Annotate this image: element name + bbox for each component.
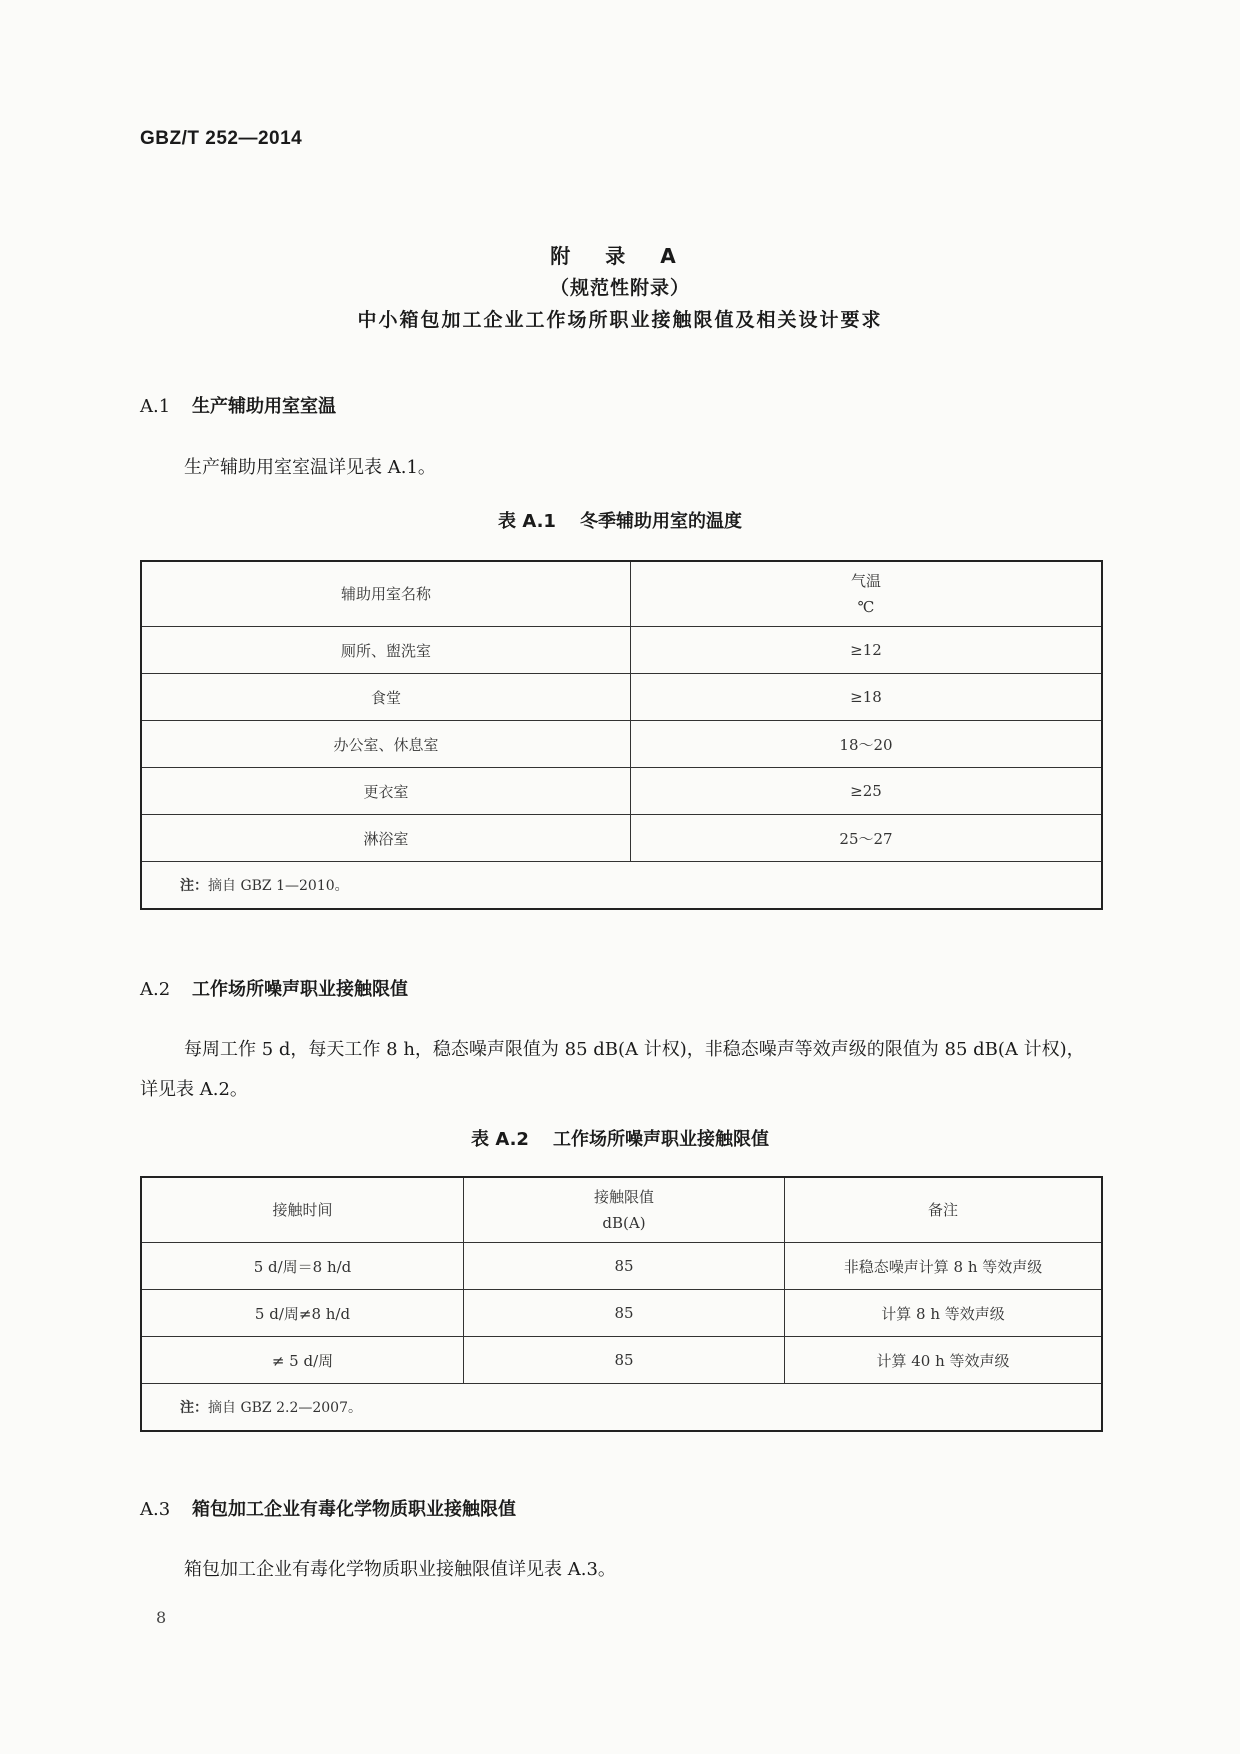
table-cell: 淋浴室 bbox=[141, 815, 631, 862]
header-cell: 接触时间 bbox=[141, 1177, 464, 1243]
section-a3-paragraph: 箱包加工企业有毒化学物质职业接触限值详见表 A.3。 bbox=[184, 1559, 616, 1580]
table-cell: 25～27 bbox=[631, 815, 1103, 862]
table-row bbox=[141, 1243, 1102, 1290]
section-a1-heading bbox=[140, 392, 336, 418]
table-cell: 更衣室 bbox=[141, 768, 631, 815]
table-cell: 厕所、盥洗室 bbox=[141, 627, 631, 674]
header-line: 接触限值 bbox=[593, 1188, 654, 1206]
table-note-row bbox=[141, 1384, 1102, 1432]
appendix-main-title: 中小箱包加工企业工作场所职业接触限值及相关设计要求 bbox=[357, 309, 883, 331]
section-number: A.3 bbox=[140, 1499, 171, 1520]
page-number: 8 bbox=[156, 1608, 167, 1627]
header-cell bbox=[464, 1177, 785, 1243]
table-header-row bbox=[141, 561, 1102, 627]
table-cell: ≥18 bbox=[631, 674, 1103, 721]
table-note bbox=[141, 1384, 1102, 1432]
table-cell: 5 d/周＝8 h/d bbox=[141, 1243, 464, 1290]
section-a1-paragraph: 生产辅助用室室温详见表 A.1。 bbox=[184, 457, 436, 478]
table-row bbox=[141, 1290, 1102, 1337]
table-cell: ≥12 bbox=[631, 627, 1103, 674]
note-text: 摘自 GBZ 2.2—2007。 bbox=[208, 1400, 362, 1416]
appendix-type: （规范性附录） bbox=[549, 277, 690, 299]
header-unit: dB(A) bbox=[602, 1214, 646, 1232]
table-cell: 5 d/周≠8 h/d bbox=[141, 1290, 464, 1337]
table-cell: 食堂 bbox=[141, 674, 631, 721]
section-a2-heading bbox=[140, 975, 408, 1001]
table-cell: 85 bbox=[464, 1243, 785, 1290]
section-title: 工作场所噪声职业接触限值 bbox=[192, 979, 408, 1000]
standard-code: GBZ/T 252—2014 bbox=[140, 128, 303, 149]
table-a2 bbox=[140, 1176, 1103, 1432]
caption-number: 表 A.2 bbox=[471, 1129, 529, 1150]
table-cell: 18～20 bbox=[631, 721, 1103, 768]
table-cell: 办公室、休息室 bbox=[141, 721, 631, 768]
section-title: 生产辅助用室室温 bbox=[192, 396, 336, 417]
table-note bbox=[141, 862, 1102, 910]
table-header-row bbox=[141, 1177, 1102, 1243]
section-title: 箱包加工企业有毒化学物质职业接触限值 bbox=[192, 1499, 516, 1520]
table-row bbox=[141, 815, 1102, 862]
table-cell: 85 bbox=[464, 1290, 785, 1337]
table-row bbox=[141, 1337, 1102, 1384]
table-cell: 计算 8 h 等效声级 bbox=[785, 1290, 1103, 1337]
note-label: 注： bbox=[180, 1400, 208, 1416]
caption-title: 工作场所噪声职业接触限值 bbox=[552, 1129, 769, 1150]
table-cell: ≥25 bbox=[631, 768, 1103, 815]
note-text: 摘自 GBZ 1—2010。 bbox=[208, 878, 349, 894]
table-row bbox=[141, 721, 1102, 768]
header-cell: 辅助用室名称 bbox=[141, 561, 631, 627]
caption-title: 冬季辅助用室的温度 bbox=[579, 511, 742, 532]
table-row bbox=[141, 674, 1102, 721]
header-cell bbox=[631, 561, 1103, 627]
appendix-title: 附 录 A bbox=[550, 244, 690, 268]
table-cell: 计算 40 h 等效声级 bbox=[785, 1337, 1103, 1384]
note-label: 注： bbox=[180, 878, 208, 894]
table-a2-caption bbox=[0, 1125, 1240, 1151]
table-a1 bbox=[140, 560, 1103, 910]
table-cell: 85 bbox=[464, 1337, 785, 1384]
section-number: A.2 bbox=[140, 979, 171, 1000]
table-row bbox=[141, 627, 1102, 674]
table-cell: 非稳态噪声计算 8 h 等效声级 bbox=[785, 1243, 1103, 1290]
table-a1-caption bbox=[0, 507, 1240, 533]
section-a2-paragraph: 每周工作 5 d，每天工作 8 h，稳态噪声限值为 85 dB(A 计权)，非稳态噪声等效声级的限值为 85 dB(A 计权)，详见表 A.2。 bbox=[140, 1039, 1085, 1100]
caption-number: 表 A.1 bbox=[498, 511, 556, 532]
table-note-row bbox=[141, 862, 1102, 910]
header-unit: ℃ bbox=[857, 598, 875, 616]
header-cell: 备注 bbox=[785, 1177, 1103, 1243]
header-line: 气温 bbox=[850, 572, 881, 590]
table-row bbox=[141, 768, 1102, 815]
section-number: A.1 bbox=[140, 396, 171, 417]
table-cell: ≠ 5 d/周 bbox=[141, 1337, 464, 1384]
section-a3-heading bbox=[140, 1495, 516, 1521]
